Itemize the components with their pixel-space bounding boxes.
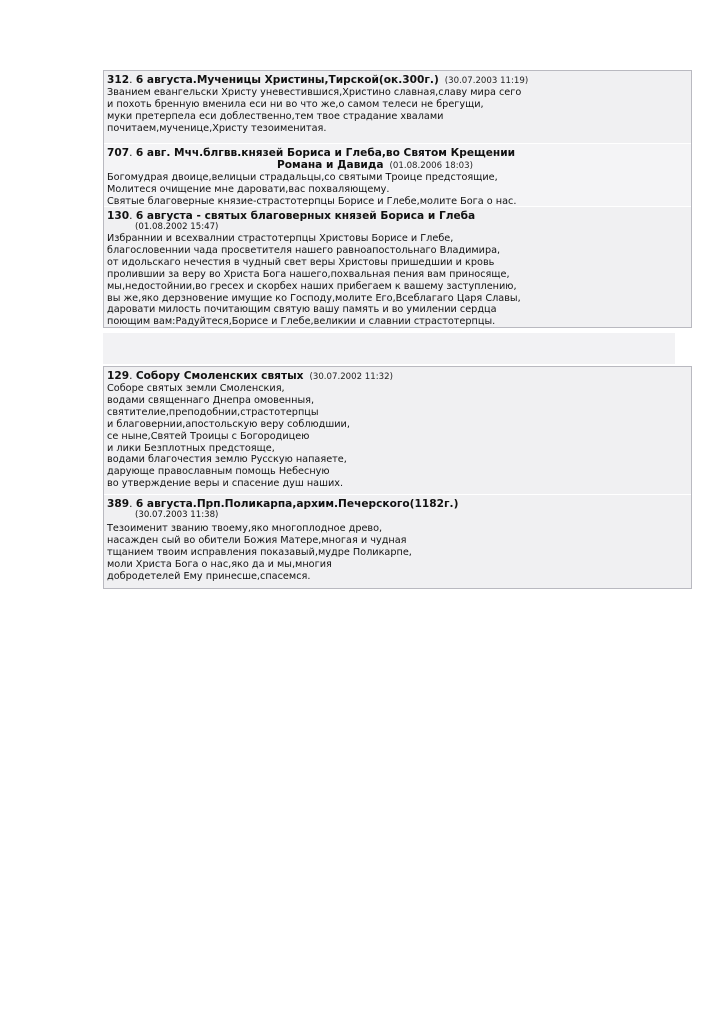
entry-text [107,87,687,135]
separator-bar [103,333,675,364]
text-line: добродетелей Ему принесше,спасемся. [107,570,311,582]
entry-text [107,523,687,583]
entry-text [107,172,687,208]
text-line: Молитеся очищение мне даровати,вас похваляющему. [107,183,390,195]
text-line: водами благочестия землю Русскую напаяете, [107,454,347,466]
entry-header: 130. 6 августа - святых благоверных князей Бориса и Глеба [107,210,476,222]
text-line: пролившии за веру во Христа Бога нашего,похвальная пения вам приносяще, [107,268,510,280]
text-line: Тезоименит званию твоему,яко многоплодное древо, [107,523,383,534]
entry-header: 707. 6 авг. Мчч.блгвв.князей Бориса и Глеба,во Святом Крещении Романа и Давида (01.08.2006 18:03) [107,147,687,172]
entry-text [107,383,687,490]
entry-date: (30.07.2003 11:19) [444,76,529,86]
entry-title-continued [107,159,687,172]
text-line: от идольскаго нечестия в чудный свет веры Христовы пришедшии и кровь [107,256,495,268]
prayer-block-2 [103,366,692,589]
entry-title: 6 августа.Прп.Поликарпа,архим.Печерского(1182г.) [135,498,459,510]
text-line: се ныне,Святей Троицы с Богородицею [107,430,310,442]
entry-text [107,233,687,328]
text-line: почитаем,мученице,Христу тезоименитая. [107,122,327,134]
entry-number: 129 [107,370,130,382]
text-line: и лики Безплотных предстояще, [107,442,275,454]
entry-title: 6 августа - святых благоверных князей Бориса и Глеба [135,210,476,222]
entry-date: (01.08.2006 18:03) [389,161,473,171]
entry-date: (30.07.2002 11:32) [309,372,393,382]
text-line: насажден сый во обители Божия Матере,многая и чудная [107,534,407,546]
prayer-entry [104,206,691,327]
text-line: даровати милость почитающим святую вашу память и во умилении сердца [107,304,497,316]
entry-header: 129. Собору Смоленских святых (30.07.2002 11:32) [107,370,393,382]
text-line: Богомудрая двоице,велицыи страдальцы,со святыми Троице предстоящие, [107,172,498,183]
prayer-entry [104,494,691,588]
entry-title: Собору Смоленских святых [135,370,304,382]
prayer-entry [104,143,691,206]
text-line: во утверждение веры и спасение душ наших. [107,478,344,490]
entry-title: 6 авг. Мчч.блгвв.князей Бориса и Глеба,во Святом Крещении [135,147,516,159]
entry-number: 130 [107,210,130,222]
text-line: мы,недостойнии,во гресех и скорбех наших прибегаем к вашему заступлению, [107,280,517,292]
text-line: муки претерпела еси доблественно,тем твое страдание хвалами [107,110,444,122]
entry-header: 389. 6 августа.Прп.Поликарпа,архим.Печерского(1182г.) [107,498,459,510]
entry-title-line2: Романа и Давида [277,159,384,171]
text-line: водами священнаго Днепра омовенныя, [107,394,315,406]
entry-header: 312. 6 августа.Мученицы Христины,Тирской(ок.300г.) (30.07.2003 11:19) [107,74,529,86]
text-line: Избраннии и всехвалнии страстотерпцы Христовы Борисе и Глебе, [107,233,454,244]
text-line: и благовернии,апостольскую веру соблюдшии, [107,418,350,430]
entry-number: 389 [107,498,130,510]
text-line: Святые благоверные князие-страстотерпцы Борисе и Глебе,молите Бога о нас. [107,195,517,207]
text-line: тщанием твоим исправления показавый,мудре Поликарпе, [107,546,412,558]
text-line: поющим вам:Радуйтеся,Борисе и Глебе,великии и славнии страстотерпцы. [107,316,496,328]
text-line: моли Христа Бога о нас,яко да и мы,многия [107,558,332,570]
text-line: вы же,яко дерзновение имущие ко Господу,молите Его,Всеблагаго Царя Славы, [107,292,521,304]
entry-title: 6 августа.Мученицы Христины,Тирской(ок.300г.) [135,74,439,86]
text-line: благословеннии чада просветителя нашего равноапостольнаго Владимира, [107,244,501,256]
text-line: святителие,преподобнии,страстотерпцы [107,406,319,418]
text-line: дарующе православным помощь Небесную [107,466,330,478]
text-line: и похоть бренную вменила еси ни во что же,о самом телеси не брегущи, [107,98,484,110]
text-line: Соборе святых земли Смоленския, [107,383,285,394]
prayer-block-1 [103,70,692,328]
entry-date: (01.08.2002 15:47) [135,222,219,232]
prayer-entry [104,71,691,143]
entry-number: 312 [107,74,130,86]
text-line: Званием евангельски Христу уневестившися,Христино славная,славу мира сего [107,87,522,98]
entry-date: (30.07.2003 11:38) [135,510,219,520]
entry-number: 707 [107,147,130,159]
prayer-entry [104,367,691,494]
